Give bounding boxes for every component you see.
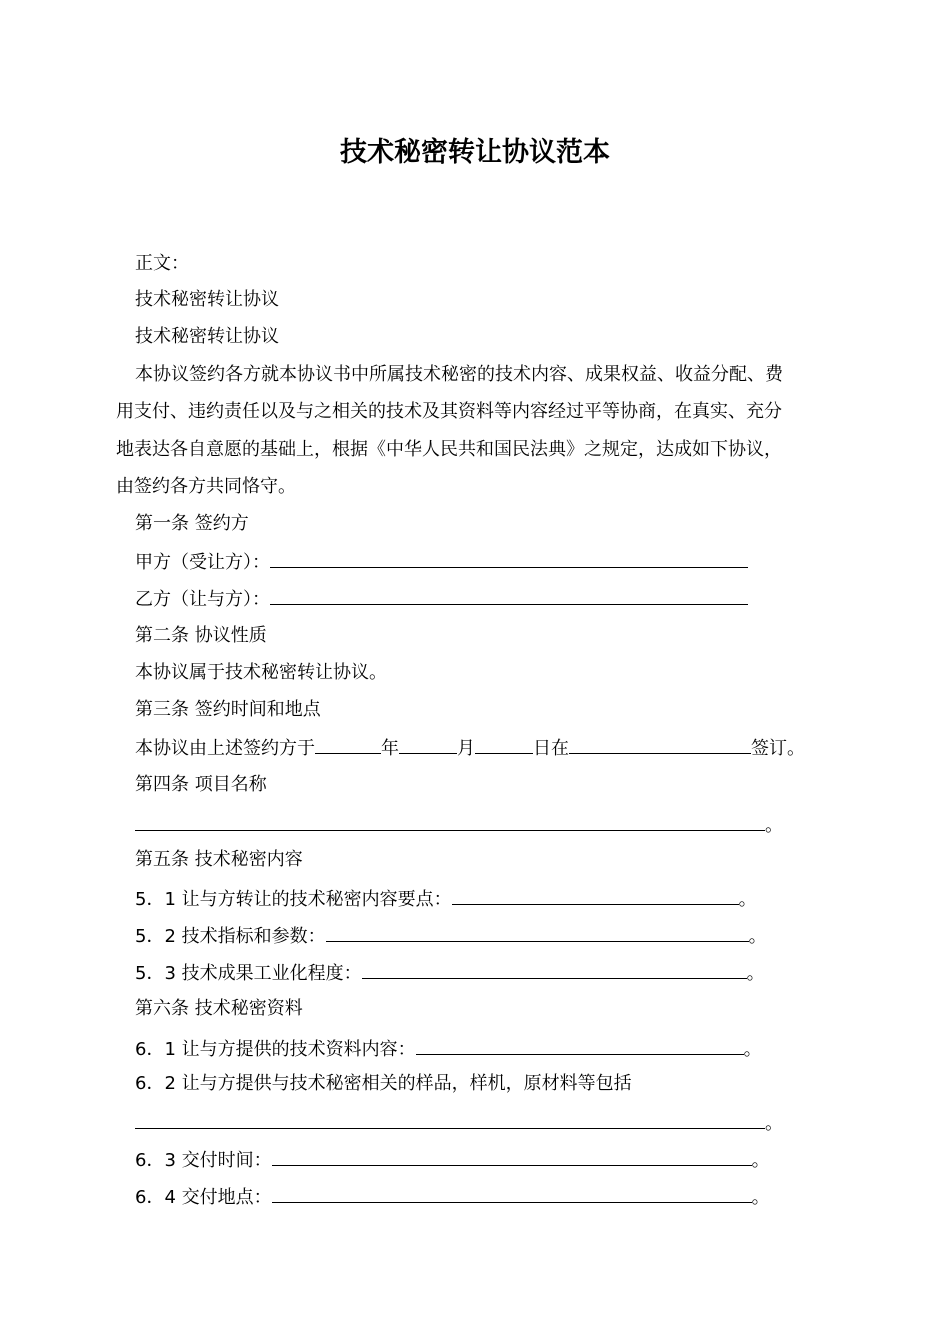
article-2-heading: 第二条 协议性质	[135, 625, 267, 646]
party-b-label: 乙方（让与方）：	[135, 589, 270, 610]
article-6-heading: 第六条 技术秘密资料	[135, 998, 303, 1019]
art6-item-2-fill-line	[135, 1108, 783, 1138]
signing-line	[135, 733, 805, 763]
day-blank	[475, 733, 533, 754]
art5-item-3-label: 5．3 技术成果工业化程度：	[135, 963, 362, 984]
art5-item-2-blank	[326, 921, 749, 942]
art6-item-4-blank	[272, 1182, 752, 1203]
subtitle-1: 技术秘密转让协议	[135, 289, 279, 310]
year-label: 年	[381, 738, 399, 759]
art6-item-3-label: 6．3 交付时间：	[135, 1150, 272, 1171]
art6-item-2-blank	[135, 1108, 765, 1129]
party-a-blank	[270, 547, 748, 568]
signing-suffix: 签订。	[751, 738, 805, 759]
year-blank	[315, 733, 381, 754]
art5-item-2	[135, 921, 767, 951]
art6-item-1-end: 。	[743, 1039, 762, 1060]
project-name-line	[135, 810, 783, 840]
party-b-blank	[270, 584, 748, 605]
month-label: 月	[457, 738, 475, 759]
art5-item-3	[135, 958, 765, 988]
art5-item-1-end: 。	[738, 889, 757, 910]
art6-item-3	[135, 1145, 770, 1175]
art5-item-3-end: 。	[746, 963, 765, 984]
party-a-label: 甲方（受让方）：	[135, 552, 270, 573]
article-1-heading: 第一条 签约方	[135, 513, 249, 534]
art5-item-2-label: 5．2 技术指标和参数：	[135, 926, 326, 947]
art5-item-2-end: 。	[748, 926, 767, 947]
article-4-heading: 第四条 项目名称	[135, 774, 267, 795]
project-name-end: 。	[765, 815, 783, 836]
body-label: 正文：	[135, 253, 189, 274]
intro-line-1: 本协议签约各方就本协议书中所属技术秘密的技术内容、成果权益、收益分配、费	[135, 364, 783, 385]
art6-item-3-end: 。	[751, 1150, 770, 1171]
art5-item-1	[135, 884, 757, 914]
art6-item-4-label: 6．4 交付地点：	[135, 1187, 272, 1208]
art6-item-4-end: 。	[751, 1187, 770, 1208]
art5-item-1-blank	[452, 884, 739, 905]
article-3-heading: 第三条 签约时间和地点	[135, 699, 321, 720]
signing-prefix: 本协议由上述签约方于	[135, 738, 315, 759]
art5-item-3-blank	[362, 958, 747, 979]
intro-line-3: 地表达各自意愿的基础上，根据《中华人民共和国民法典》之规定，达成如下协议，	[116, 439, 782, 460]
article-2-text: 本协议属于技术秘密转让协议。	[135, 662, 387, 683]
subtitle-2: 技术秘密转让协议	[135, 326, 279, 347]
intro-line-4: 由签约各方共同恪守。	[116, 476, 296, 497]
place-blank	[569, 733, 751, 754]
art6-item-3-blank	[272, 1145, 752, 1166]
party-b-line	[135, 584, 748, 614]
article-5-heading: 第五条 技术秘密内容	[135, 849, 303, 870]
art6-item-2: 6．2 让与方提供与技术秘密相关的样品，样机，原材料等包括	[135, 1073, 632, 1094]
month-blank	[399, 733, 457, 754]
intro-line-2: 用支付、违约责任以及与之相关的技术及其资料等内容经过平等协商，在真实、充分	[116, 401, 782, 422]
art6-item-1-label: 6．1 让与方提供的技术资料内容：	[135, 1039, 416, 1060]
art6-item-1	[135, 1034, 762, 1064]
party-a-line	[135, 547, 748, 577]
art5-item-1-label: 5．1 让与方转让的技术秘密内容要点：	[135, 889, 452, 910]
project-name-blank	[135, 810, 765, 831]
art6-item-1-blank	[416, 1034, 744, 1055]
day-label: 日在	[533, 738, 569, 759]
art6-item-4	[135, 1182, 770, 1212]
art6-item-2-end: 。	[765, 1113, 783, 1134]
document-title: 技术秘密转让协议范本	[340, 137, 610, 168]
